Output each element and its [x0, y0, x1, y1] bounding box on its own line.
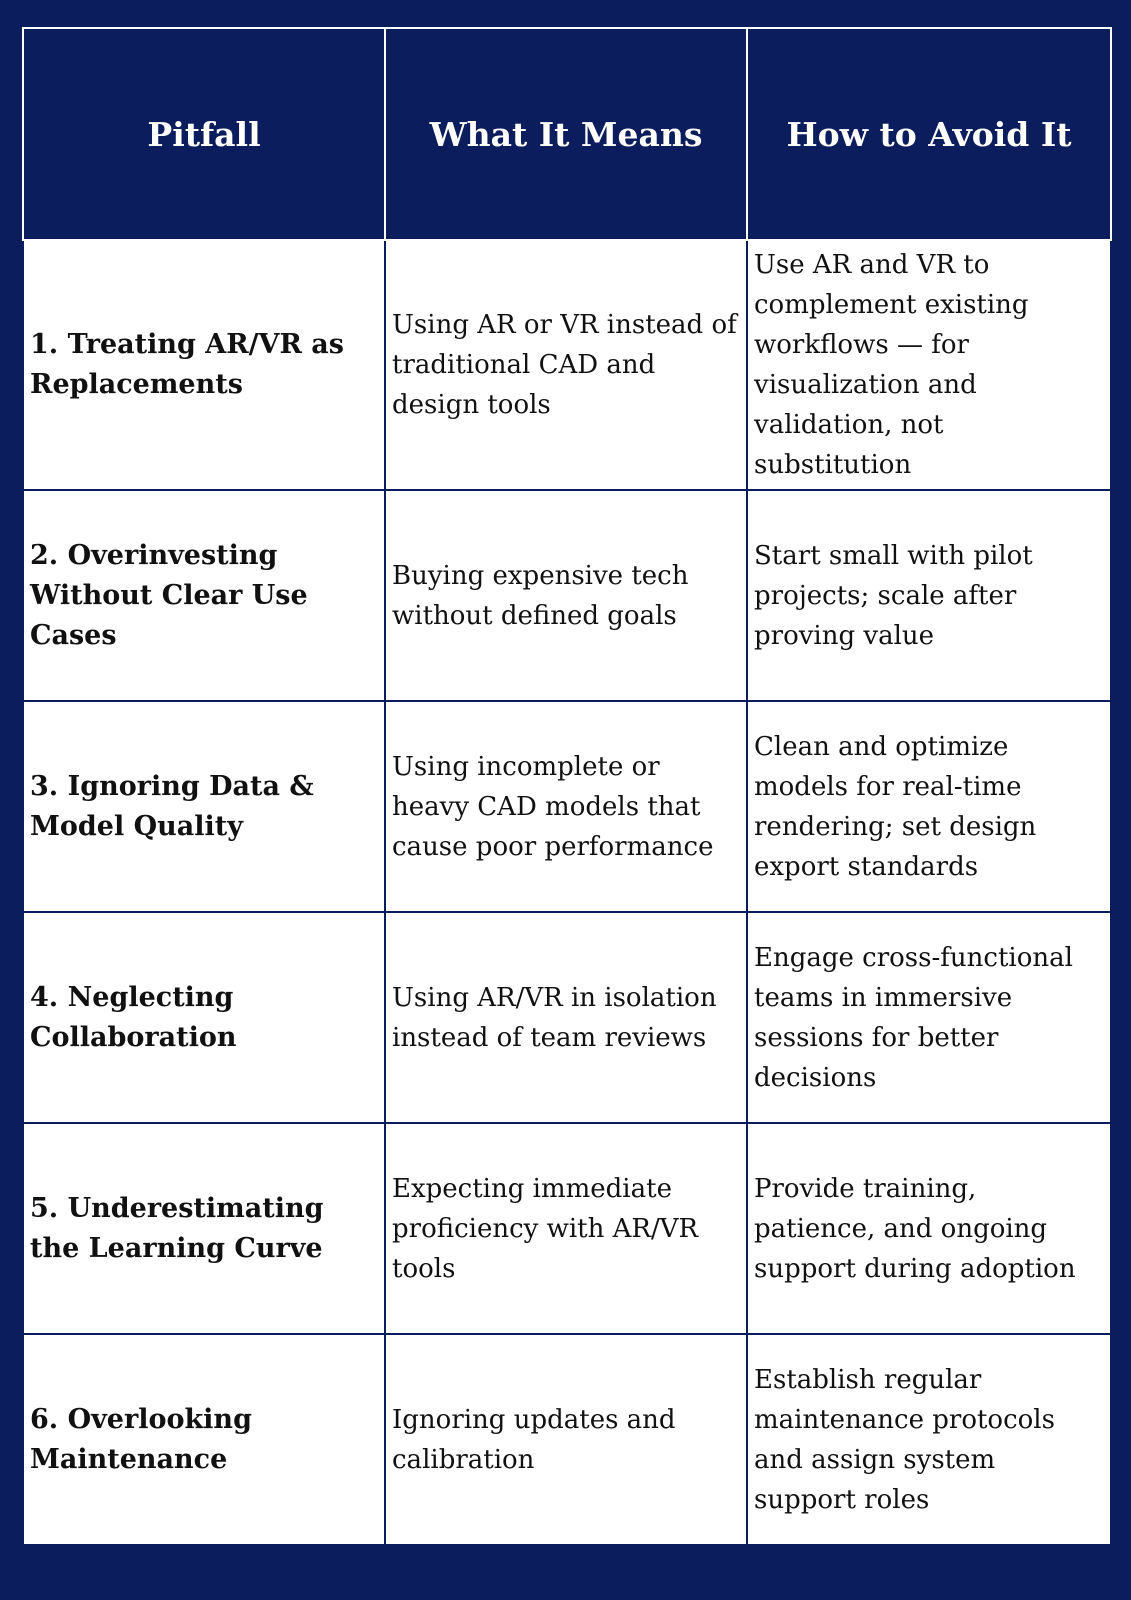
meaning-cell: Ignoring updates and calibration	[385, 1334, 747, 1545]
avoid-cell: Engage cross-functional teams in immersive sessions for better decisions	[747, 912, 1111, 1123]
pitfall-cell: 5. Underestimating the Learning Curve	[23, 1123, 385, 1334]
avoid-cell: Start small with pilot projects; scale after proving value	[747, 490, 1111, 701]
header-pitfall: Pitfall	[23, 28, 385, 240]
avoid-cell: Establish regular maintenance protocols and assign system support roles	[747, 1334, 1111, 1545]
header-row	[23, 28, 1111, 240]
pitfalls-table-frame	[22, 27, 1110, 1573]
header-how-to-avoid: How to Avoid It	[747, 28, 1111, 240]
pitfall-cell: 3. Ignoring Data & Model Quality	[23, 701, 385, 912]
pitfall-cell: 6. Overlooking Maintenance	[23, 1334, 385, 1545]
table-header	[23, 28, 1111, 240]
meaning-cell: Using AR/VR in isolation instead of team reviews	[385, 912, 747, 1123]
table-row	[23, 1334, 1111, 1545]
pitfalls-table	[22, 27, 1112, 1546]
table-body	[23, 240, 1111, 1545]
pitfall-cell: 4. Neglecting Collaboration	[23, 912, 385, 1123]
avoid-cell: Use AR and VR to complement existing workflows — for visualization and validation, not substitution	[747, 240, 1111, 490]
table-row	[23, 912, 1111, 1123]
table-row	[23, 240, 1111, 490]
meaning-cell: Buying expensive tech without defined goals	[385, 490, 747, 701]
pitfall-cell: 1. Treating AR/VR as Replacements	[23, 240, 385, 490]
table-row	[23, 701, 1111, 912]
meaning-cell: Expecting immediate proficiency with AR/VR tools	[385, 1123, 747, 1334]
meaning-cell: Using AR or VR instead of traditional CAD and design tools	[385, 240, 747, 490]
avoid-cell: Clean and optimize models for real-time rendering; set design export standards	[747, 701, 1111, 912]
meaning-cell: Using incomplete or heavy CAD models that cause poor performance	[385, 701, 747, 912]
table-row	[23, 490, 1111, 701]
pitfall-cell: 2. Overinvesting Without Clear Use Cases	[23, 490, 385, 701]
avoid-cell: Provide training, patience, and ongoing support during adoption	[747, 1123, 1111, 1334]
table-row	[23, 1123, 1111, 1334]
header-what-it-means: What It Means	[385, 28, 747, 240]
